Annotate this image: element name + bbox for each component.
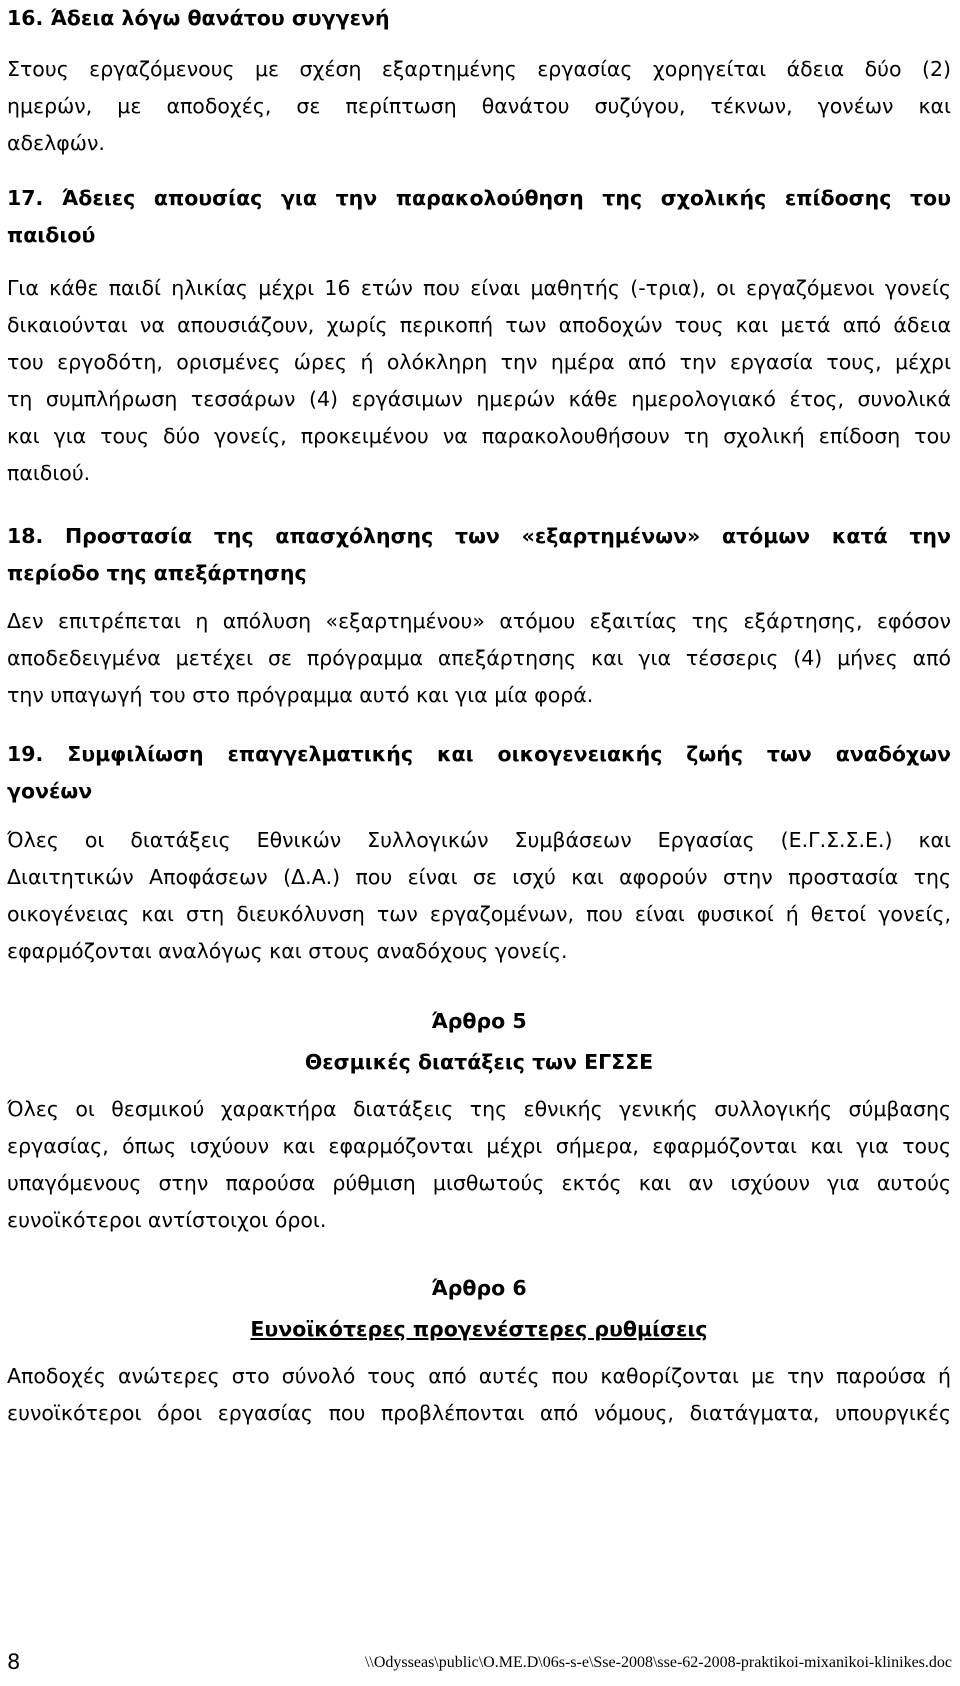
heading-line: 19. Συμφιλίωση επαγγελματικής και οικογενειακής ζωής των αναδόχων: [7, 742, 951, 766]
body-line: και για τους δύο γονείς, προκειμένου να παρακολουθήσουν τη σχολική επίδοση του: [7, 424, 951, 448]
section-17-heading: [7, 180, 951, 254]
heading-line: 17. Άδειες απουσίας για την παρακολούθηση της σχολικής επίδοσης του: [7, 186, 951, 210]
heading-line: 16. Άδεια λόγω θανάτου συγγενή: [7, 6, 390, 30]
article-5-subtitle: [7, 1044, 951, 1081]
article-title: Άρθρο 6: [431, 1276, 527, 1300]
body-line: υπαγόμενους στην παρούσα ρύθμιση μισθωτούς εκτός και αν ισχύουν για αυτούς: [7, 1171, 951, 1195]
body-line: την υπαγωγή του στο πρόγραμμα αυτό και για μία φορά.: [7, 683, 594, 707]
body-line: Όλες οι διατάξεις Εθνικών Συλλογικών Συμβάσεων Εργασίας (Ε.Γ.Σ.Σ.Ε.) και: [7, 828, 951, 852]
body-line: Αποδοχές ανώτερες στο σύνολό τους από αυτές που καθορίζονται με την παρούσα ή: [7, 1364, 951, 1388]
section-19-body: [7, 822, 951, 970]
article-subtitle: Θεσμικές διατάξεις των ΕΓΣΣΕ: [304, 1050, 654, 1074]
body-line: του εργοδότη, ορισμένες ώρες ή ολόκληρη την ημέρα από την εργασία τους, μέχρι: [7, 350, 951, 374]
body-line: Διαιτητικών Αποφάσεων (Δ.Α.) που είναι σε ισχύ και αφορούν στην προστασία της: [7, 865, 951, 889]
heading-line: περίοδο της απεξάρτησης: [7, 561, 307, 585]
body-line: εφαρμόζονται αναλόγως και στους αναδόχους γονείς.: [7, 939, 568, 963]
section-18-body: [7, 603, 951, 714]
body-line: Στους εργαζόμενους με σχέση εξαρτημένης εργασίας χορηγείται άδεια δύο (2): [7, 57, 951, 81]
section-16-body: [7, 51, 951, 162]
file-path: \\Odysseas\public\O.ME.D\06s-s-e\Sse-2008\sse-62-2008-praktikoi-mixanikoi-klinikes.doc: [364, 1654, 952, 1671]
body-line: Όλες οι θεσμικού χαρακτήρα διατάξεις της εθνικής γενικής συλλογικής σύμβασης: [7, 1097, 951, 1121]
body-line: Δεν επιτρέπεται η απόλυση «εξαρτημένου» ατόμου εξαιτίας της εξάρτησης, εφόσον: [7, 609, 951, 633]
section-18-heading: [7, 518, 951, 592]
article-5-title: [7, 1003, 951, 1040]
heading-line: γονέων: [7, 779, 93, 803]
article-title: Άρθρο 5: [431, 1009, 527, 1033]
body-line: αποδεδειγμένα μετέχει σε πρόγραμμα απεξάρτησης και για τέσσερις (4) μήνες από: [7, 646, 951, 670]
heading-line: 18. Προστασία της απασχόλησης των «εξαρτημένων» ατόμων κατά την: [7, 524, 951, 548]
article-subtitle: Ευνοϊκότερες προγενέστερες ρυθμίσεις: [250, 1317, 708, 1341]
body-line: ευνοϊκότεροι όροι εργασίας που προβλέπονται από νόμους, διατάγματα, υπουργικές: [7, 1401, 951, 1425]
page-number: 8: [7, 1650, 21, 1674]
article-6-title: [7, 1270, 951, 1307]
body-line: ημερών, με αποδοχές, σε περίπτωση θανάτου συζύγου, τέκνων, γονέων και: [7, 94, 951, 118]
body-line: ευνοϊκότεροι αντίστοιχοι όροι.: [7, 1208, 327, 1232]
section-16-heading: [7, 0, 951, 37]
body-line: παιδιού.: [7, 461, 91, 485]
body-line: οικογένειας και στη διευκόλυνση των εργαζομένων, που είναι φυσικοί ή θετοί γονείς,: [7, 902, 951, 926]
body-line: δικαιούνται να απουσιάζουν, χωρίς περικοπή των αποδοχών τους και μετά από άδεια: [7, 313, 951, 337]
article-6-body: [7, 1358, 951, 1432]
section-17-body: [7, 270, 951, 492]
body-line: Για κάθε παιδί ηλικίας μέχρι 16 ετών που είναι μαθητής (-τρια), οι εργαζόμενοι γονείς: [7, 276, 951, 300]
article-5-body: [7, 1091, 951, 1239]
body-line: εργασίας, όπως ισχύουν και εφαρμόζονται μέχρι σήμερα, εφαρμόζονται και για τους: [7, 1134, 951, 1158]
article-6-subtitle: [7, 1311, 951, 1348]
body-line: τη συμπλήρωση τεσσάρων (4) εργάσιμων ημερών κάθε ημερολογιακό έτος, συνολικά: [7, 387, 951, 411]
body-line: αδελφών.: [7, 131, 105, 155]
section-19-heading: [7, 736, 951, 810]
heading-line: παιδιού: [7, 223, 96, 247]
